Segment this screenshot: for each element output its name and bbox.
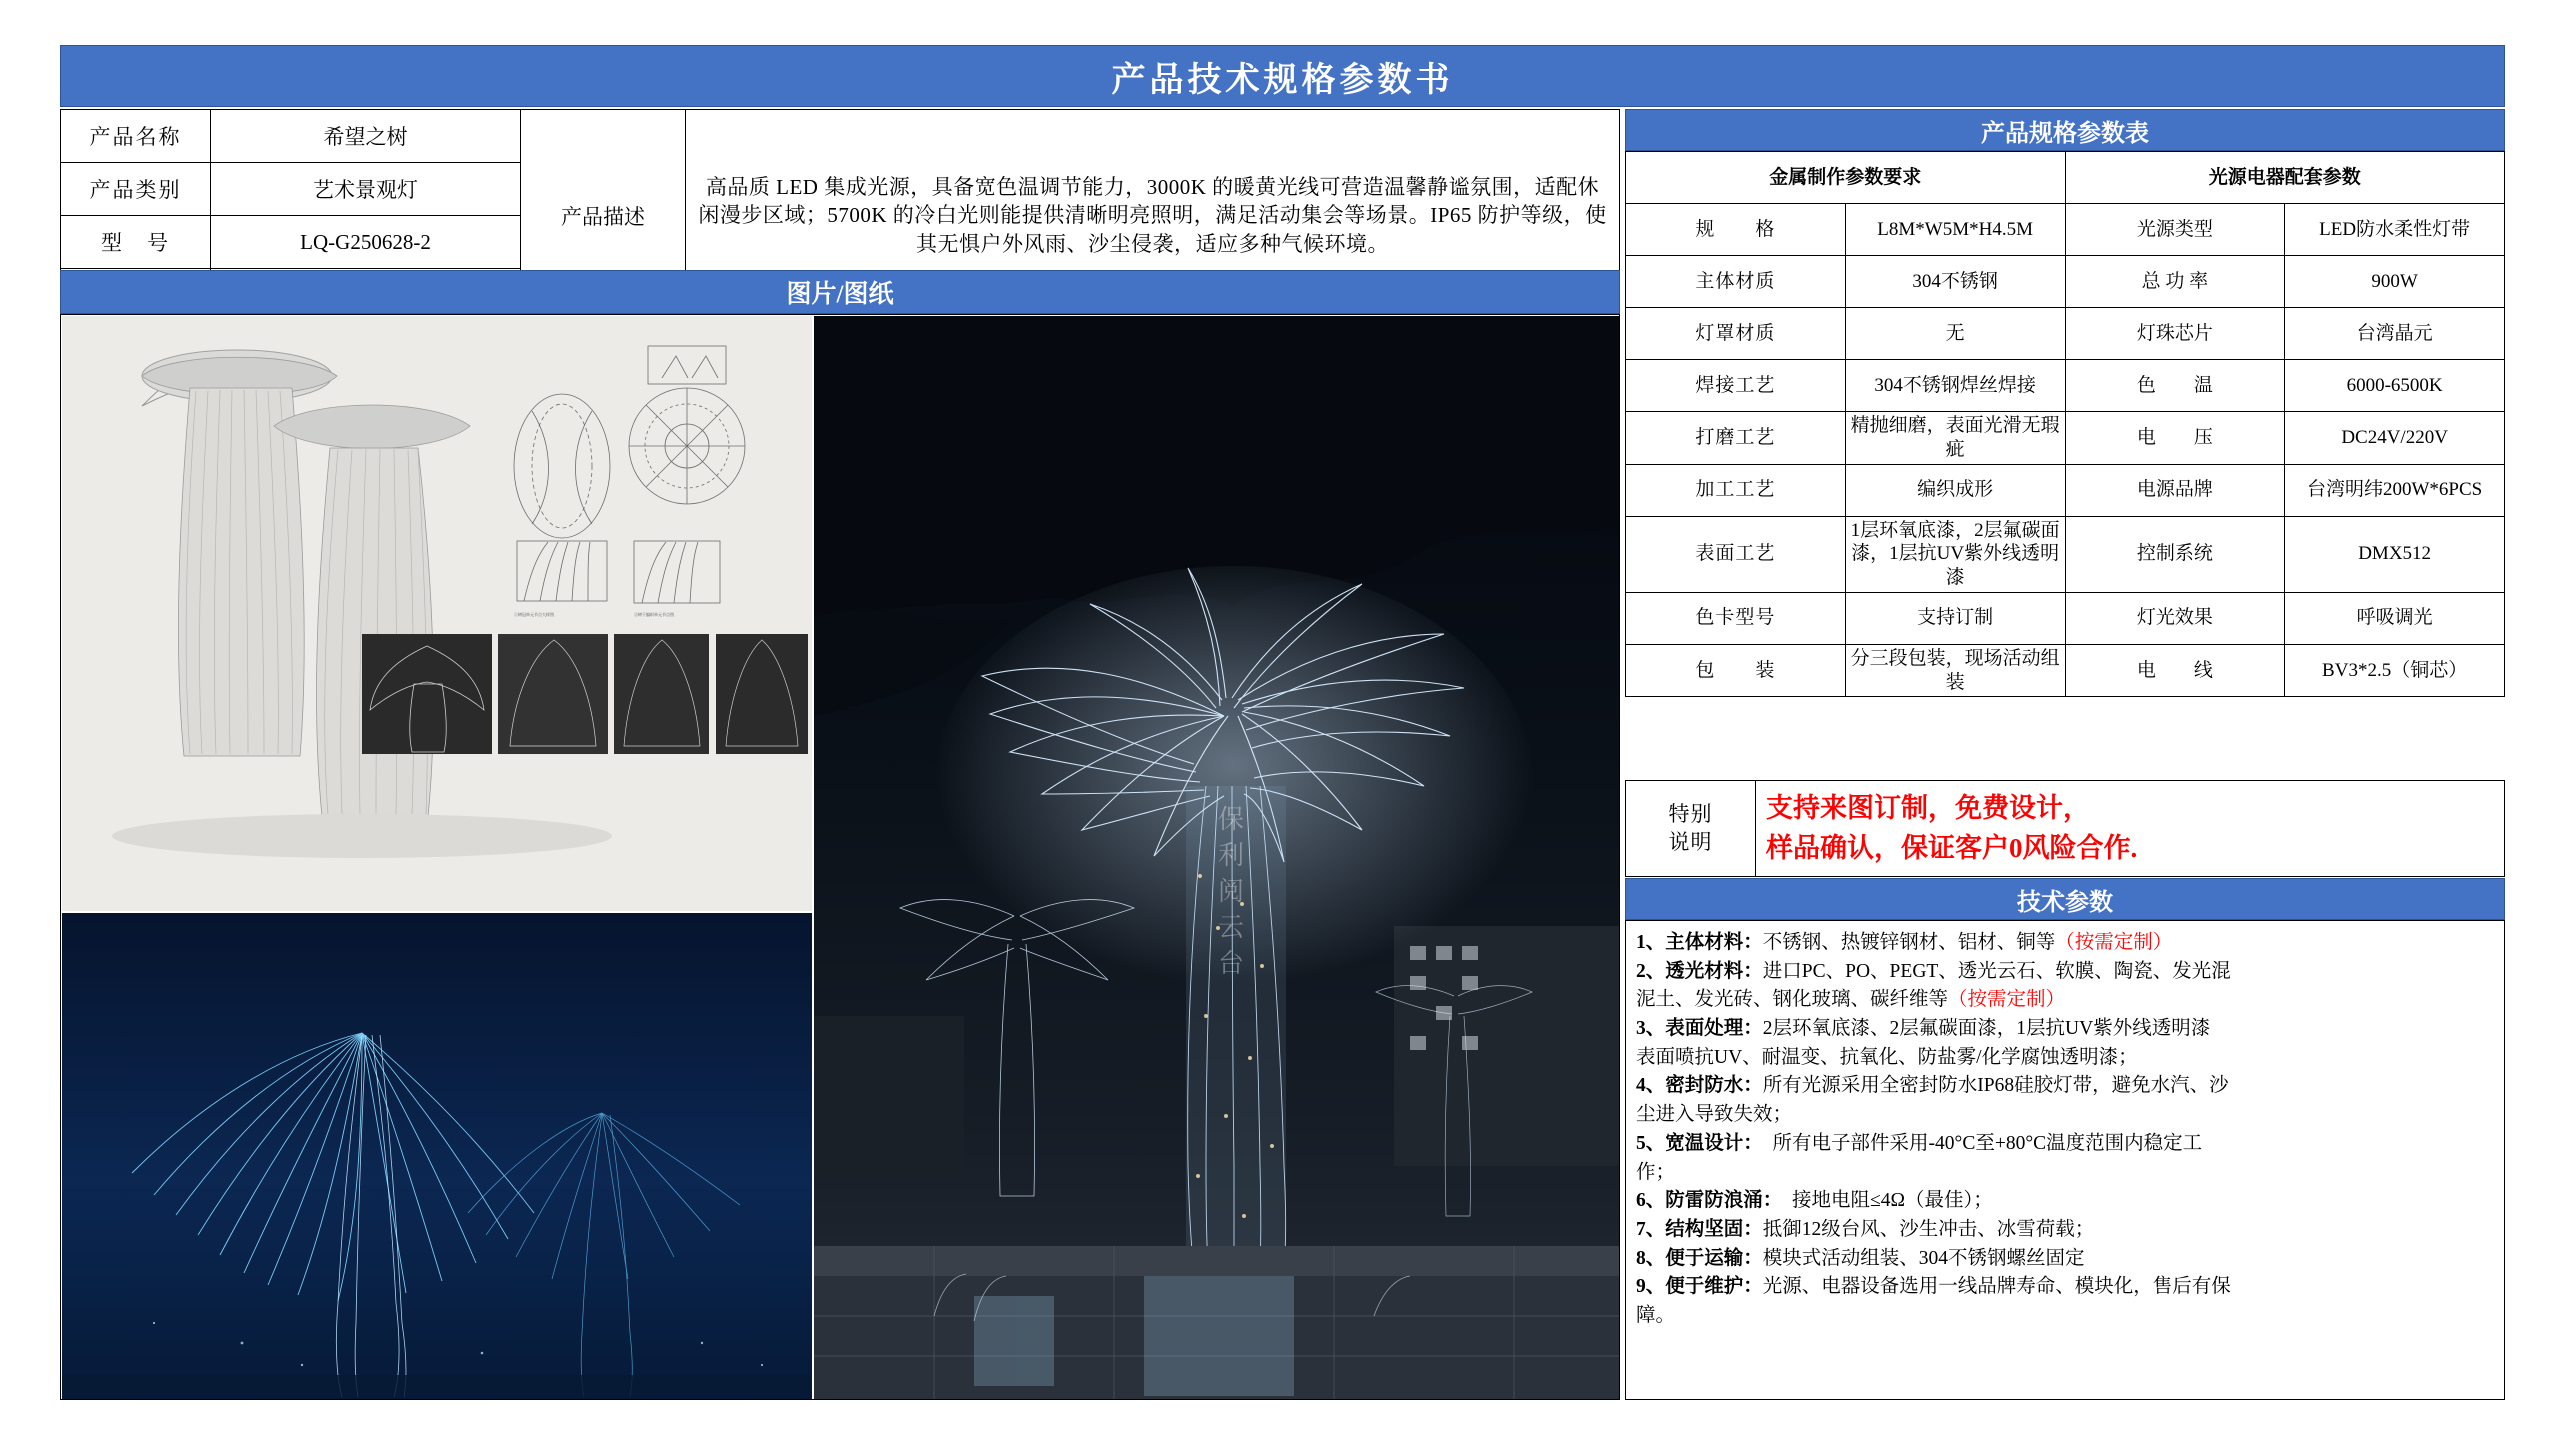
spec-banner: 产品规格参数表 [1625,109,2505,151]
tech-item-7-num: 7、 [1636,1218,1666,1240]
tech-item-5-num: 5、 [1636,1132,1666,1154]
tech-params-banner: 技术参数 [1625,878,2505,920]
spec-key-color-card: 色卡型号 [1626,592,1846,644]
render-illustration [62,316,812,911]
spec-val-voltage: DC24V/220V [2285,412,2505,465]
spec-key-packing: 包 装 [1626,644,1846,697]
tech-item-5-text: 所有电子部件采用-40°C至+80°C温度范围内稳定工 [1753,1132,2203,1154]
tech-item-3-cont-text: 表面喷抗UV、耐温变、抗氧化、防盐雾/化学腐蚀透明漆； [1636,1046,2138,1068]
spec-val-welding: 304不锈钢焊丝焊接 [1845,360,2065,412]
tech-item-7-text: 抵御12级台风、沙生冲击、冰雪荷载； [1762,1218,2095,1240]
spec-val-surface: 1层环氧底漆，2层氟碳面漆，1层抗UV紫外线透明漆 [1845,516,2065,592]
tech-params-box [1625,920,2505,1400]
info-label-category: 产品类别 [61,163,211,216]
render-images-photo [62,316,812,911]
spec-head-right: 光源电器配套参数 [2065,152,2505,204]
tech-item-4-key: 密封防水： [1665,1075,1763,1097]
spec-val-chip: 台湾晶元 [2285,308,2505,360]
tech-item-2-num: 2、 [1636,960,1666,982]
tech-item-6 [1636,1187,2494,1215]
spec-key-process: 加工工艺 [1626,464,1846,516]
svg-text:阅: 阅 [1218,876,1245,906]
spec-key-size: 规 格 [1626,204,1846,256]
tech-item-5-key: 宽温设计： [1665,1132,1754,1154]
special-note-table [1625,780,2505,877]
svg-text:云: 云 [1218,912,1245,942]
tech-item-2-cont-text: 泥土、发光砖、钢化玻璃、碳纤维等 [1636,989,1949,1011]
spec-key-power: 总 功 率 [2065,256,2285,308]
night-photo [814,316,1619,1399]
tech-item-9-text: 光源、电器设备选用一线品牌寿命、模块化，售后有保 [1762,1276,2231,1298]
spec-val-psu-brand: 台湾明纬200W*6PCS [2285,464,2505,516]
spec-key-material: 主体材质 [1626,256,1846,308]
tech-item-2-cont-red: （按需定制） [1948,989,2066,1011]
spec-val-color-card: 支持订制 [1845,592,2065,644]
tech-item-8-text: 模块式活动组装、304不锈钢螺丝固定 [1762,1247,2085,1269]
table-row [1626,256,2505,308]
special-note-label [1626,781,1756,877]
tech-item-4-text: 所有光源采用全密封防水IP68硅胶灯带，避免水汽、沙 [1762,1075,2229,1097]
special-note-line1: 支持来图订制，免费设计， [1766,793,2090,824]
spec-val-shade: 无 [1845,308,2065,360]
tech-item-5-cont-text: 作； [1636,1161,1676,1183]
special-note-line2: 样品确认，保证客户0风险合作. [1766,832,2138,863]
spec-key-voltage: 电 压 [2065,412,2285,465]
table-row [1626,360,2505,412]
blue-illustration [62,913,812,1399]
tech-item-9-cont [1636,1302,2494,1330]
spec-val-cct: 6000-6500K [2285,360,2505,412]
tech-item-9-key: 便于维护： [1665,1276,1763,1298]
blue-render-photo [62,913,812,1399]
spec-sheet-page [60,45,2505,1400]
spec-val-material: 304不锈钢 [1845,256,2065,308]
spec-val-packing: 分三段包装，现场活动组装 [1845,644,2065,697]
tech-item-7-key: 结构坚固： [1665,1218,1763,1240]
spec-key-psu-brand: 电源品牌 [2065,464,2285,516]
tech-item-8-num: 8、 [1636,1247,1666,1269]
special-note-body [1756,781,2505,877]
spec-key-welding: 焊接工艺 [1626,360,1846,412]
tech-item-3-key: 表面处理： [1665,1018,1763,1040]
table-row [1626,781,2505,877]
spec-val-polishing: 精抛细磨，表面光滑无瑕疵 [1845,412,2065,465]
description-text: 高品质 LED 集成光源，具备宽色温调节能力，3000K 的暖黄光线可营造温馨静谧氛围，适配休闲漫步区域；5700K 的冷白光则能提供清晰明亮照明，满足活动集会等场景。IP65 防护等级，使其无惧户外风雨、沙尘侵袭，适应多种气候环境。 [686,110,1620,322]
svg-text:①树冠单元节点大样图: ①树冠单元节点大样图 [514,612,554,617]
info-value-model: LQ-G250628-2 [211,216,521,269]
spec-key-surface: 表面工艺 [1626,516,1846,592]
tech-item-2-cont [1636,986,2494,1014]
tech-item-4-num: 4、 [1636,1075,1666,1097]
table-row [1626,592,2505,644]
svg-text:利: 利 [1218,840,1245,870]
table-row [1626,516,2505,592]
tech-item-3-num: 3、 [1636,1018,1666,1040]
table-row [1626,204,2505,256]
info-value-name: 希望之树 [211,110,521,163]
tech-item-2-text: 进口PC、PO、PEGT、透光云石、软膜、陶瓷、发光混 [1762,960,2231,982]
spec-val-power: 900W [2285,256,2505,308]
info-value-category: 艺术景观灯 [211,163,521,216]
table-row [1626,152,2505,204]
info-label-model: 型 号 [61,216,211,269]
svg-text:台: 台 [1218,948,1245,978]
spec-table [1625,151,2505,697]
spec-val-wire: BV3*2.5（铜芯） [2285,644,2505,697]
tech-item-9-cont-text: 障。 [1636,1304,1676,1326]
night-photo-illustration [814,316,1619,1399]
tech-item-4-cont-text: 尘进入导致失效； [1636,1104,1793,1126]
spec-key-control: 控制系统 [2065,516,2285,592]
spec-key-polishing: 打磨工艺 [1626,412,1846,465]
spec-key-shade: 灯罩材质 [1626,308,1846,360]
tech-item-6-key: 防雷防浪涌： [1665,1190,1773,1212]
tech-item-6-num: 6、 [1636,1190,1666,1212]
spec-val-size: L8M*W5M*H4.5M [1845,204,2065,256]
svg-text:保: 保 [1218,804,1245,834]
tech-item-3-cont [1636,1044,2494,1072]
tech-item-3 [1636,1015,2494,1043]
tech-item-5-cont [1636,1159,2494,1187]
tech-item-6-text: 接地电阻≤4Ω（最佳）； [1772,1190,1993,1212]
spec-val-light-type: LED防水柔性灯带 [2285,204,2505,256]
table-row [1626,644,2505,697]
tech-item-7 [1636,1216,2494,1244]
table-row [1626,412,2505,465]
tech-item-8 [1636,1245,2494,1273]
tech-item-2 [1636,958,2494,986]
spec-key-cct: 色 温 [2065,360,2285,412]
spec-head-left: 金属制作参数要求 [1626,152,2066,204]
spec-key-chip: 灯珠芯片 [2065,308,2285,360]
table-row [61,110,1620,163]
image-area [60,314,1620,1400]
tech-item-1 [1636,929,2494,957]
spec-key-light-effect: 灯光效果 [2065,592,2285,644]
spec-val-process: 编织成形 [1845,464,2065,516]
special-note-label-line2: 说明 [1668,829,1713,854]
tech-item-8-key: 便于运输： [1665,1247,1763,1269]
spec-key-light-type: 光源类型 [2065,204,2285,256]
tech-item-3-text: 2层环氧底漆、2层氟碳面漆，1层抗UV紫外线透明漆 [1762,1018,2211,1040]
special-note-label-line1: 特别 [1668,802,1713,827]
tech-item-2-key: 透光材料： [1665,960,1763,982]
tech-item-4-cont [1636,1101,2494,1129]
tech-item-5 [1636,1130,2494,1158]
tech-item-1-key: 主体材料： [1665,932,1763,953]
tech-item-1-red: （按需定制） [2055,932,2173,953]
tech-item-9-num: 9、 [1636,1276,1666,1298]
svg-text:②树干编织单元节点图: ②树干编织单元节点图 [634,612,674,617]
tech-item-9 [1636,1273,2494,1301]
spec-val-control: DMX512 [2285,516,2505,592]
images-banner: 图片/图纸 [60,270,1620,314]
spec-val-light-effect: 呼吸调光 [2285,592,2505,644]
tech-item-1-text: 不锈钢、热镀锌钢材、铝材、铜等 [1762,932,2056,953]
tech-item-1-num: 1、 [1636,932,1666,953]
table-row [1626,308,2505,360]
page-title: 产品技术规格参数书 [60,45,2505,107]
info-label-name: 产品名称 [61,110,211,163]
table-row [1626,464,2505,516]
tech-item-4 [1636,1072,2494,1100]
description-label: 产品描述 [521,110,686,322]
spec-key-wire: 电 线 [2065,644,2285,697]
